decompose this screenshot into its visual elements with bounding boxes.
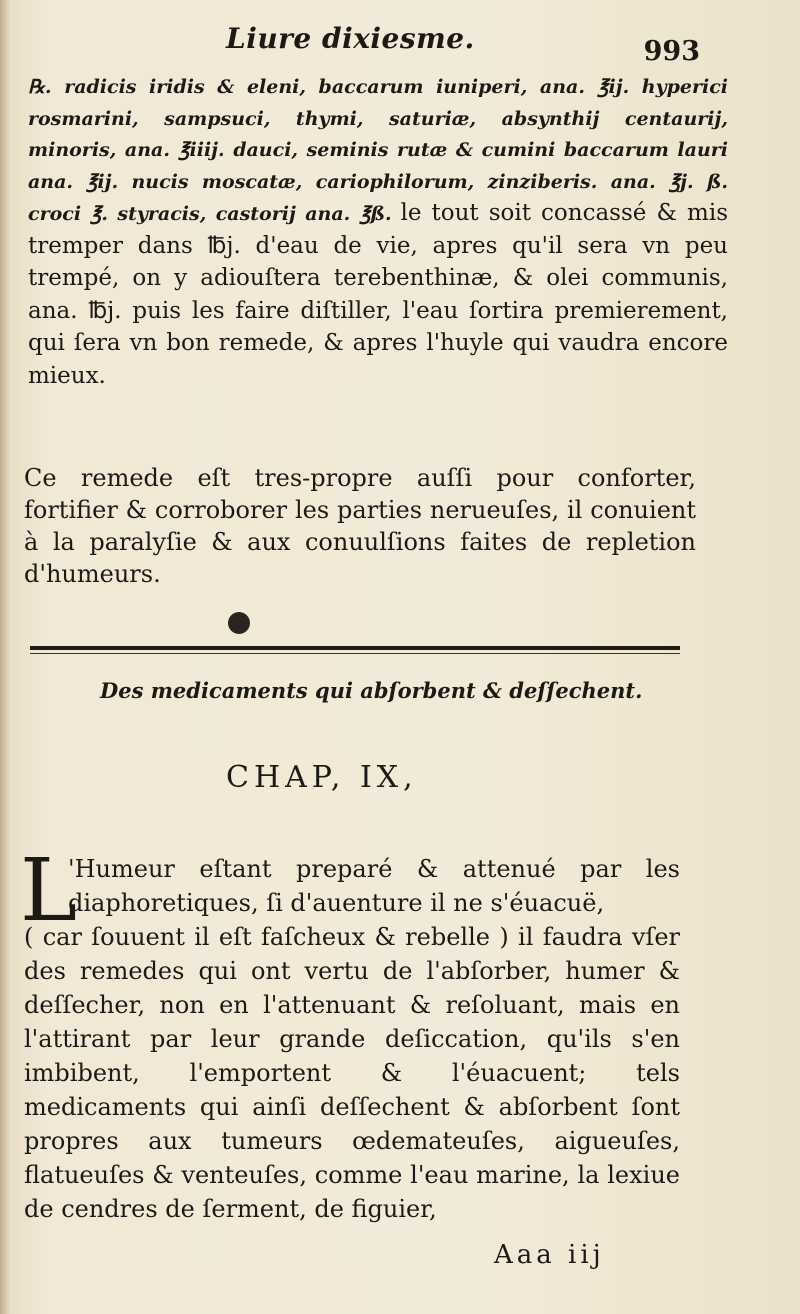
chapter-heading: CHAP, IX, — [226, 760, 418, 795]
signature-mark: Aaa iij — [494, 1240, 605, 1270]
recipe-latin: ℞. radicis iridis & eleni, baccarum iuniperi, ana. ℥ij. hyperici rosmarini, sampsuci, thymi, saturiæ, absynthij centaurij, minoris, ana. ℥iiij. dauci, seminis rutæ & cumini baccarum lauri ana. ℥ij. nucis moscatæ, cariophilorum, zinziberis. ana. ℥j. ß. croci ℥. styracis, castorij ana. ℥ß. — [28, 76, 728, 225]
section-title: Des medicaments qui abſorbent & deſſechent. — [100, 678, 643, 703]
section-rule-thin — [30, 653, 680, 654]
section-rule — [30, 646, 680, 650]
chapter-opening-lines: 'Humeur eſtant preparé & attenué par les diaphoretiques, ſi d'auenture il ne s'éuacuë, — [68, 855, 680, 917]
fleuron-ornament — [228, 612, 250, 634]
page-edge — [0, 0, 10, 1314]
recipe-french: le tout soit concassé & mis tremper dans ℔j. d'eau de vie, apres qu'il sera vn peu trempé, on y adiouſtera terebenthinæ, & olei communis, ana. ℔j. puis les faire diſtiller, l'eau ſortira premierement, qui ſera vn bon remede, & apres l'huyle qui vaudra encore mieux. — [28, 200, 728, 389]
paragraph-remedy-use: Ce remede eſt tres-propre auſſi pour conforter, fortifier & corroborer les parties nerueuſes, il conuient à la paralyſie & aux conuulſions faites de repletion d'humeurs. — [24, 464, 696, 588]
running-head: Liure dixiesme. — [226, 22, 475, 55]
drop-cap: L — [20, 841, 78, 941]
page-number: 993 — [643, 36, 700, 67]
recipe-block — [28, 72, 728, 393]
chapter-body-text: ( car ſouuent il eſt faſcheux & rebelle ) il faudra vſer des remedes qui ont vertu de l'abſorber, humer & deſſecher, non en l'attenuant & reſoluant, mais en l'attirant par leur grande deſiccation, qu'ils s'en imbibent, l'emportent & l'éuacuent; tels medicaments qui ainſi deſſechent & abſorbent ſont propres aux tumeurs œdemateuſes, aigueuſes, flatueuſes & venteuſes, comme l'eau marine, la lexiue de cendres de ſerment, de figuier, — [24, 923, 680, 1223]
